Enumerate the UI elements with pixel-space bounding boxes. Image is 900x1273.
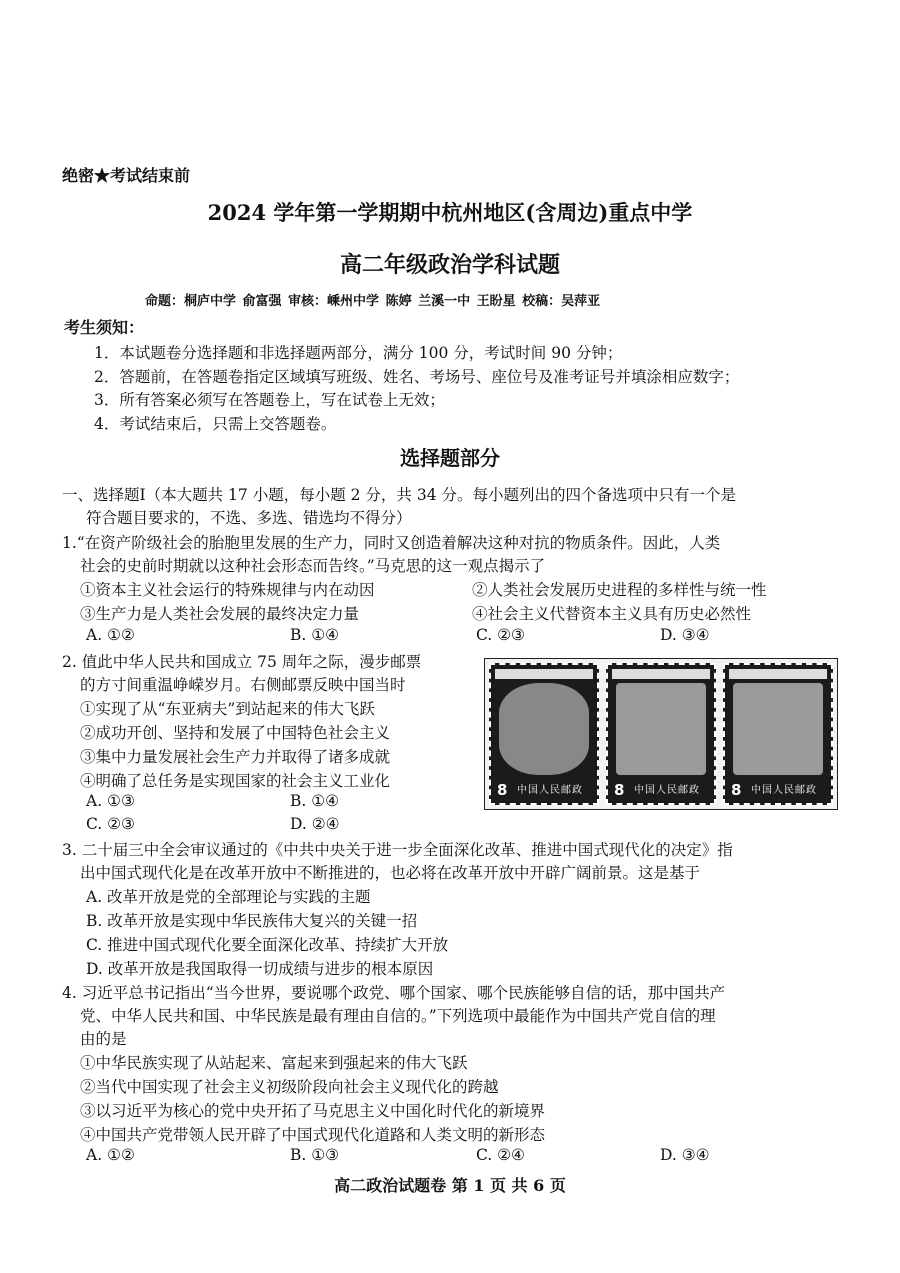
stamp-image bbox=[489, 663, 599, 805]
stamp-name: 中国人民邮政 bbox=[751, 785, 817, 796]
q4-statement-4: ④中国共产党带领人民开辟了中国式现代化道路和人类文明的新形态 bbox=[80, 1126, 546, 1144]
q3-option-c[interactable]: C. 推进中国式现代化要全面深化改革、持续扩大开放 bbox=[86, 936, 449, 954]
q4-statement-1: ①中华民族实现了从站起来、富起来到强起来的伟大飞跃 bbox=[80, 1054, 468, 1072]
q1-option-b[interactable]: B. ①④ bbox=[290, 626, 340, 644]
q2-option-d[interactable]: D. ②④ bbox=[290, 815, 340, 833]
q1-statement-2: ②人类社会发展历史进程的多样性与统一性 bbox=[472, 581, 767, 599]
stamp-image bbox=[606, 663, 716, 805]
stamp-value: 8 bbox=[731, 781, 742, 799]
q4-option-a[interactable]: A. ①② bbox=[86, 1146, 135, 1164]
stamp-image-group bbox=[484, 658, 838, 810]
q2-statement-1: ①实现了从“东亚病夫”到站起来的伟大飞跃 bbox=[80, 700, 375, 718]
q4-option-b[interactable]: B. ①③ bbox=[290, 1146, 340, 1164]
notice-heading: 考生须知： bbox=[64, 318, 145, 337]
q2-option-c[interactable]: C. ②③ bbox=[86, 815, 135, 833]
stamp-name: 中国人民邮政 bbox=[634, 785, 700, 796]
q1-option-d[interactable]: D. ③④ bbox=[660, 626, 710, 644]
q2-stem: 2. 值此中华人民共和国成立 75 周年之际，漫步邮票 bbox=[62, 653, 422, 671]
q2-statement-2: ②成功开创、坚持和发展了中国特色社会主义 bbox=[80, 724, 391, 742]
q1-statement-3: ③生产力是人类社会发展的最终决定力量 bbox=[80, 605, 360, 623]
q2-stem-cont: 的方寸间重温峥嵘岁月。右侧邮票反映中国当时 bbox=[80, 676, 406, 694]
q2-option-b[interactable]: B. ①④ bbox=[290, 792, 340, 810]
q3-option-d[interactable]: D. 改革开放是我国取得一切成绩与进步的根本原因 bbox=[86, 960, 434, 978]
exam-subtitle: 高二年级政治学科试题 bbox=[339, 252, 560, 278]
exam-credits: 命题：桐庐中学 俞富强 审核：嵊州中学 陈婷 兰溪一中 王盼星 校稿：吴萍亚 bbox=[145, 294, 601, 309]
q1-option-c[interactable]: C. ②③ bbox=[476, 626, 525, 644]
notice-item: 2．答题前，在答题卷指定区域填写班级、姓名、考场号、座位号及准考证号并填涂相应数字； bbox=[94, 368, 740, 386]
q3-stem-cont: 出中国式现代化是在改革开放中不断推进的，也必将在改革开放中开辟广阔前景。这是基于 bbox=[80, 864, 701, 882]
notice-item: 1．本试题卷分选择题和非选择题两部分，满分 100 分，考试时间 90 分钟； bbox=[94, 344, 623, 362]
confidential-label: 绝密★考试结束前 bbox=[62, 166, 191, 185]
q2-option-a[interactable]: A. ①③ bbox=[86, 792, 135, 810]
q4-stem-cont: 由的是 bbox=[80, 1030, 127, 1048]
q1-option-a[interactable]: A. ①② bbox=[86, 626, 135, 644]
stamp-value: 8 bbox=[614, 781, 625, 799]
page-footer: 高二政治试题卷 第 1 页 共 6 页 bbox=[334, 1176, 566, 1195]
part1-instructions-cont: 符合题目要求的，不选、多选、错选均不得分） bbox=[86, 509, 412, 527]
stamp-value: 8 bbox=[497, 781, 508, 799]
q4-option-d[interactable]: D. ③④ bbox=[660, 1146, 710, 1164]
q1-statement-1: ①资本主义社会运行的特殊规律与内在动因 bbox=[80, 581, 375, 599]
q2-statement-3: ③集中力量发展社会生产力并取得了诸多成就 bbox=[80, 748, 391, 766]
q1-stem: 1.“在资产阶级社会的胎胞里发展的生产力，同时又创造着解决这种对抗的物质条件。因此，人类 bbox=[62, 534, 721, 552]
q1-statement-4: ④社会主义代替资本主义具有历史必然性 bbox=[472, 605, 752, 623]
part1-instructions: 一、选择题Ⅰ（本大题共 17 小题，每小题 2 分，共 34 分。每小题列出的四个备选项中只有一个是 bbox=[62, 486, 736, 504]
exam-title: 2024 学年第一学期期中杭州地区(含周边)重点中学 bbox=[207, 200, 693, 225]
q4-statement-2: ②当代中国实现了社会主义初级阶段向社会主义现代化的跨越 bbox=[80, 1078, 499, 1096]
stamp-image bbox=[723, 663, 833, 805]
q1-stem-cont: 社会的史前时期就以这种社会形态而告终。”马克思的这一观点揭示了 bbox=[80, 557, 546, 575]
q4-option-c[interactable]: C. ②④ bbox=[476, 1146, 525, 1164]
notice-item: 3．所有答案必须写在答题卷上，写在试卷上无效； bbox=[94, 391, 445, 409]
q3-option-a[interactable]: A. 改革开放是党的全部理论与实践的主题 bbox=[86, 888, 371, 906]
q3-stem: 3. 二十届三中全会审议通过的《中共中央关于进一步全面深化改革、推进中国式现代化的决定》指 bbox=[62, 841, 733, 859]
q2-statement-4: ④明确了总任务是实现国家的社会主义工业化 bbox=[80, 772, 391, 790]
q4-stem-cont: 党、中华人民共和国、中华民族是最有理由自信的。”下列选项中最能作为中国共产党自信的理 bbox=[80, 1007, 716, 1025]
q4-statement-3: ③以习近平为核心的党中央开拓了马克思主义中国化时代化的新境界 bbox=[80, 1102, 546, 1120]
stamp-name: 中国人民邮政 bbox=[517, 785, 583, 796]
q3-option-b[interactable]: B. 改革开放是实现中华民族伟大复兴的关键一招 bbox=[86, 912, 418, 930]
q4-stem: 4. 习近平总书记指出“当今世界，要说哪个政党、哪个国家、哪个民族能够自信的话，那中国共产 bbox=[62, 984, 726, 1002]
section-title: 选择题部分 bbox=[400, 446, 500, 470]
notice-item: 4．考试结束后，只需上交答题卷。 bbox=[94, 415, 337, 433]
